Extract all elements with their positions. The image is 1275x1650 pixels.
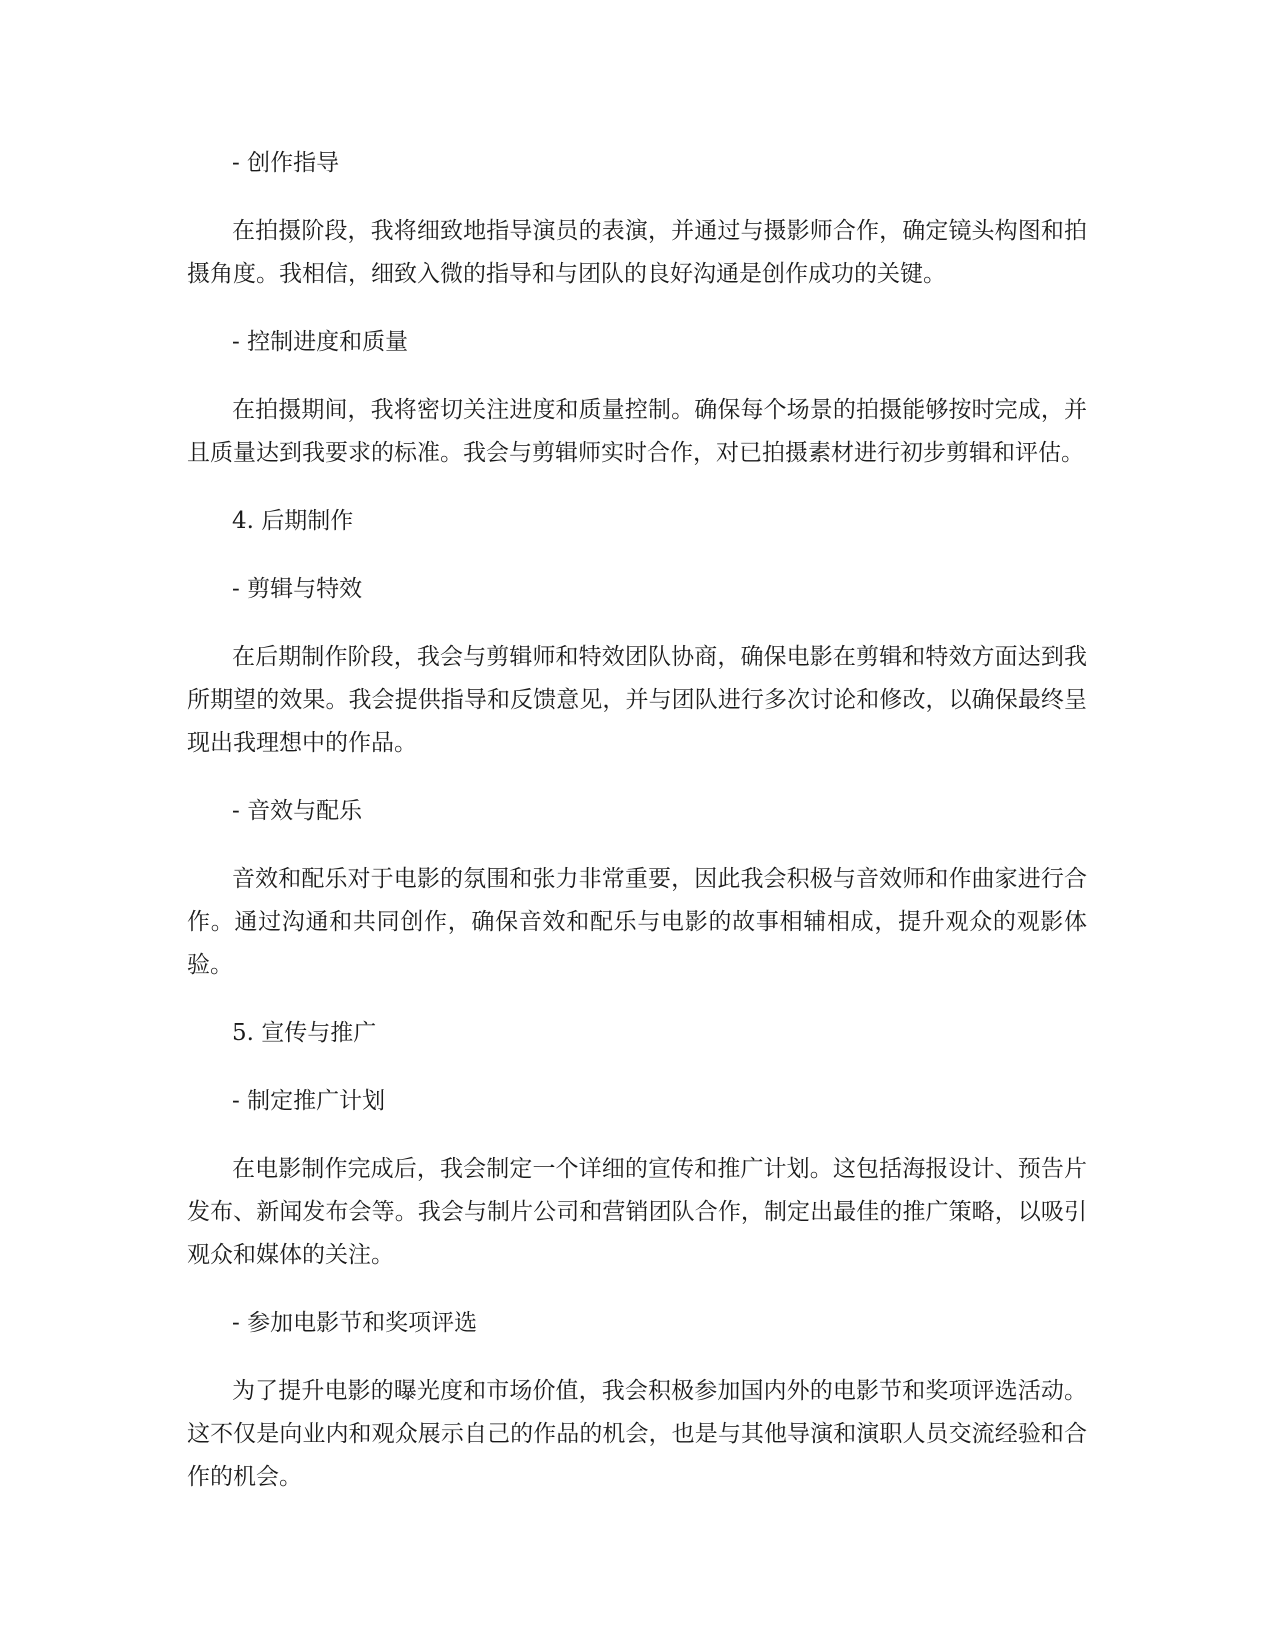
document-body [187,142,1087,1524]
paragraph-sound-music: 音效和配乐对于电影的氛围和张力非常重要，因此我会积极与音效师和作曲家进行合作。通过沟通和共同创作，确保音效和配乐与电影的故事相辅相成，提升观众的观影体验。 [187,866,1087,978]
heading-promotion: 5. 宣传与推广 [232,1020,377,1046]
paragraph-progress-quality: 在拍摄期间，我将密切关注进度和质量控制。确保每个场景的拍摄能够按时完成，并且质量达到我要求的标准。我会与剪辑师实时合作，对已拍摄素材进行初步剪辑和评估。 [187,397,1087,466]
heading-creative-guidance: - 创作指导 [232,150,340,176]
paragraph-festivals-awards: 为了提升电影的曝光度和市场价值，我会积极参加国内外的电影节和奖项评选活动。这不仅是向业内和观众展示自己的作品的机会，也是与其他导演和演职人员交流经验和合作的机会。 [187,1378,1087,1490]
heading-sound-music: - 音效与配乐 [232,798,363,824]
heading-progress-quality: - 控制进度和质量 [232,329,409,355]
heading-post-production: 4. 后期制作 [232,508,354,534]
heading-promotion-plan: - 制定推广计划 [232,1088,386,1114]
paragraph-promotion-plan: 在电影制作完成后，我会制定一个详细的宣传和推广计划。这包括海报设计、预告片发布、新闻发布会等。我会与制片公司和营销团队合作，制定出最佳的推广策略，以吸引观众和媒体的关注。 [187,1156,1087,1268]
heading-editing-vfx: - 剪辑与特效 [232,576,363,602]
paragraph-editing-vfx: 在后期制作阶段，我会与剪辑师和特效团队协商，确保电影在剪辑和特效方面达到我所期望的效果。我会提供指导和反馈意见，并与团队进行多次讨论和修改，以确保最终呈现出我理想中的作品。 [187,644,1087,756]
heading-festivals-awards: - 参加电影节和奖项评选 [232,1310,478,1336]
paragraph-creative-guidance: 在拍摄阶段，我将细致地指导演员的表演，并通过与摄影师合作，确定镜头构图和拍摄角度。我相信，细致入微的指导和与团队的良好沟通是创作成功的关键。 [187,218,1087,287]
